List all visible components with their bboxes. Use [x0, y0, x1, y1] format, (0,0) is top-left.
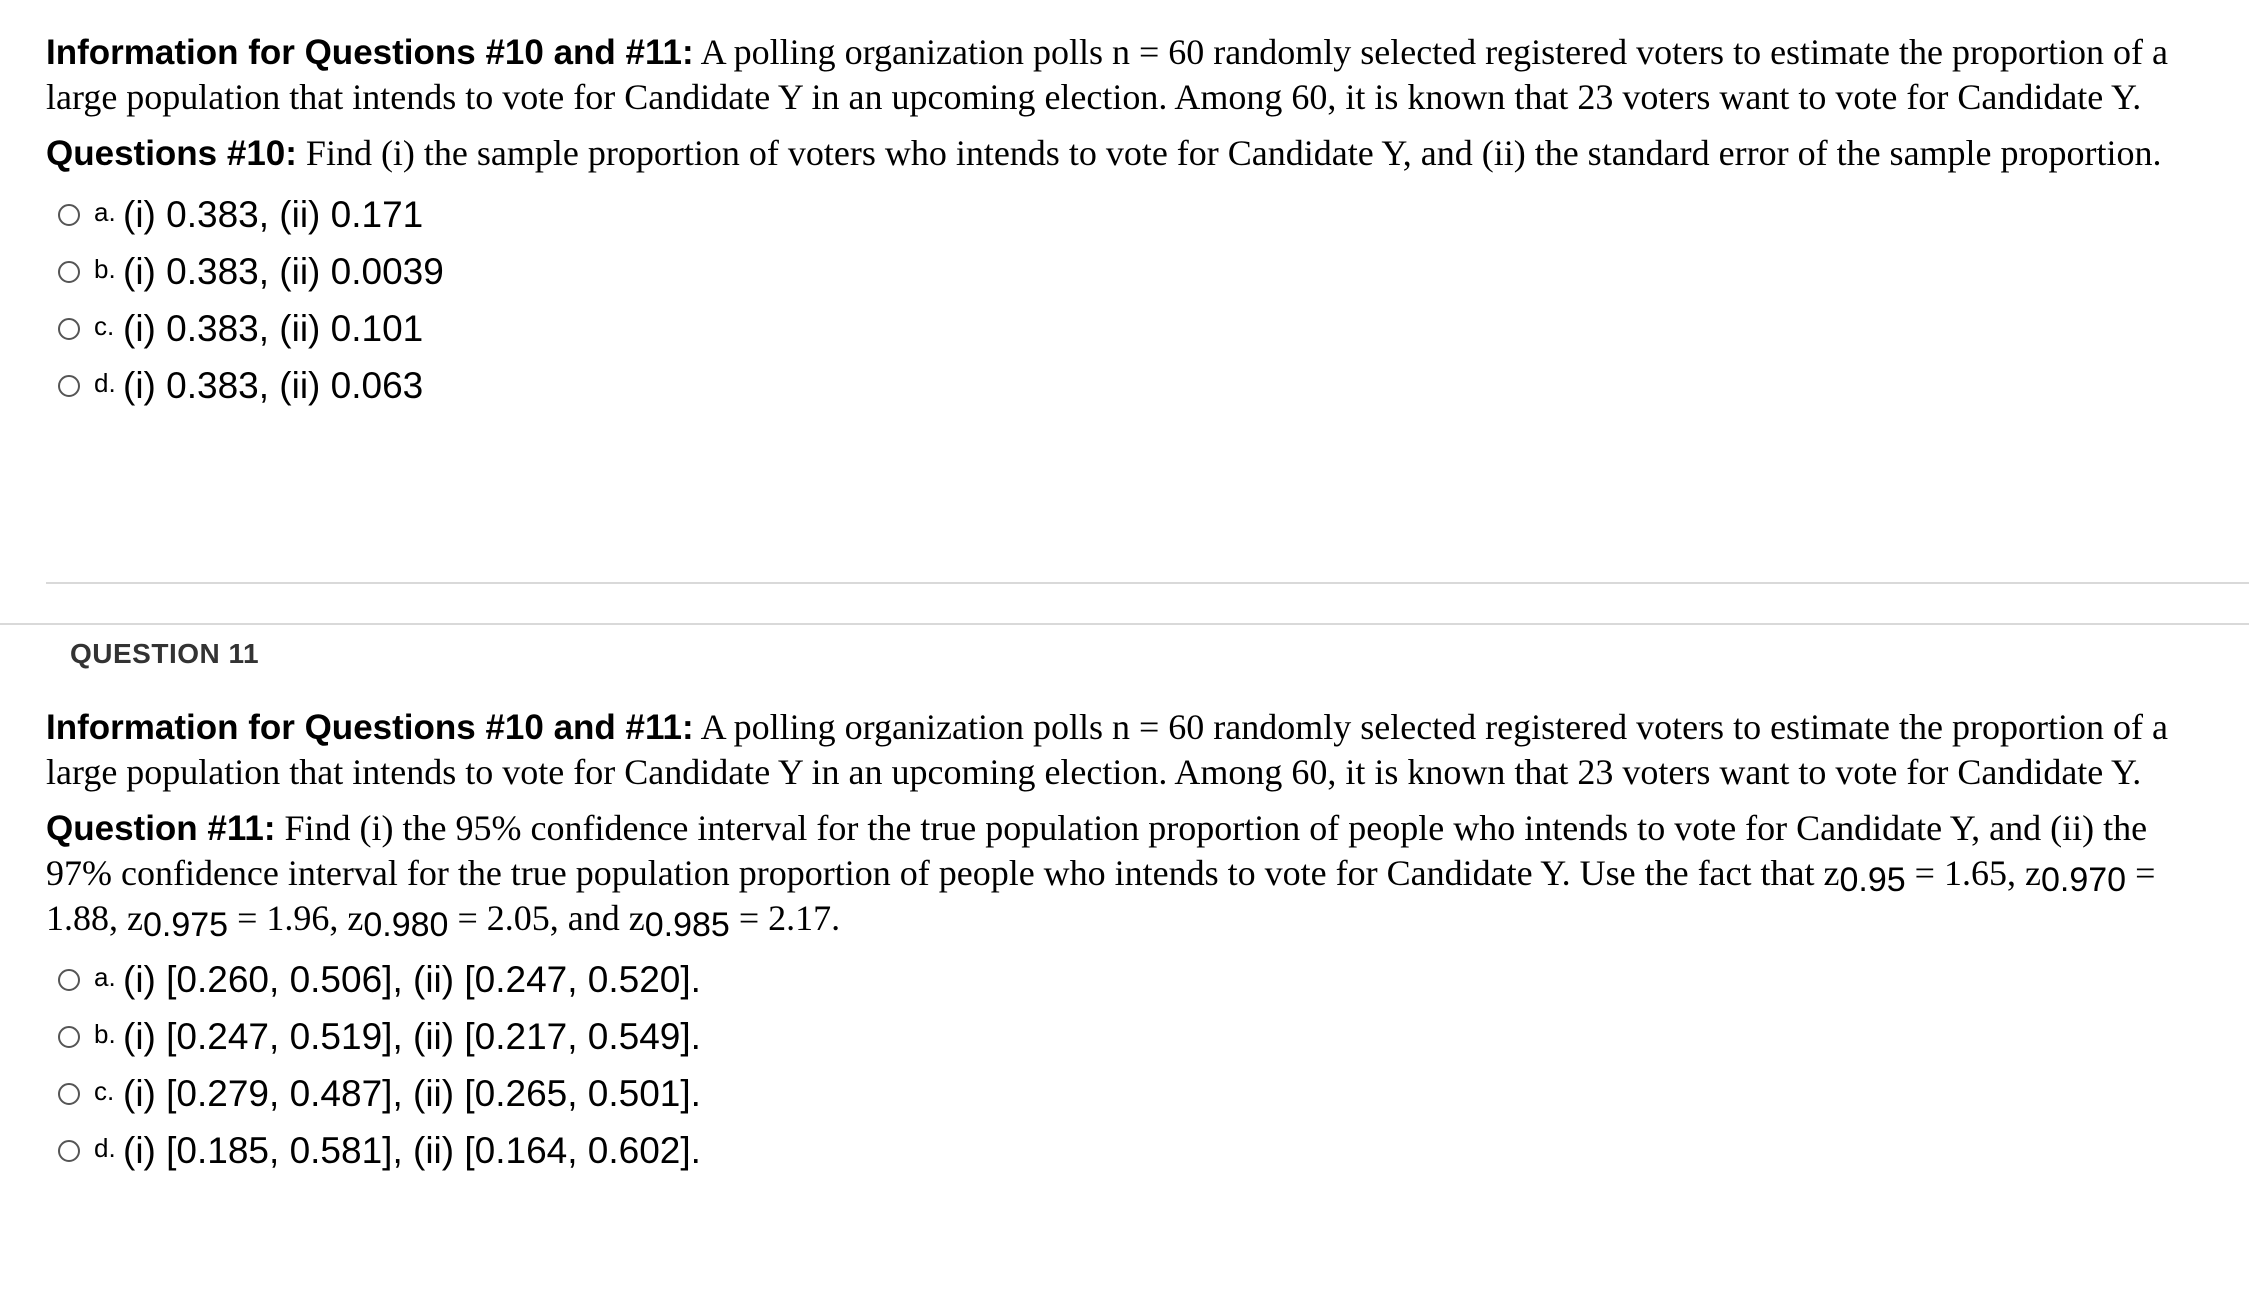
question-11-header: QUESTION 11	[70, 638, 260, 669]
q11-option-d[interactable]	[58, 1122, 2196, 1179]
q10-option-c-radio[interactable]	[58, 318, 80, 340]
q10-option-d-text[interactable]: (i) 0.383, (ii) 0.063	[123, 364, 424, 406]
q11-option-b-text[interactable]: (i) [0.247, 0.519], (ii) [0.217, 0.549].	[123, 1015, 701, 1057]
q11-question-lead: Question #11:	[46, 809, 276, 848]
question-divider-inner	[46, 582, 2249, 584]
q11-option-b[interactable]	[58, 1008, 2196, 1065]
q11-question-paragraph	[46, 806, 2196, 944]
q11-option-c-radio[interactable]	[58, 1083, 80, 1105]
z-value-5: = 2.17.	[729, 898, 841, 938]
q10-option-d[interactable]	[58, 357, 2196, 414]
question-divider	[0, 623, 2249, 625]
z-subscript-3: 0.975	[142, 906, 229, 944]
q10-option-b-text[interactable]: (i) 0.383, (ii) 0.0039	[123, 250, 444, 292]
q11-option-a-letter: a.	[94, 962, 116, 992]
q11-option-b-radio[interactable]	[58, 1026, 80, 1048]
q10-option-a-letter: a.	[94, 197, 116, 227]
q10-option-c-text[interactable]: (i) 0.383, (ii) 0.101	[123, 307, 424, 349]
q11-option-d-radio[interactable]	[58, 1140, 80, 1162]
q11-option-b-letter: b.	[94, 1019, 116, 1049]
q10-info-lead: Information for Questions #10 and #11:	[46, 33, 694, 72]
q11-option-a[interactable]	[58, 951, 2196, 1008]
q10-info-text: A polling organization polls n = 60 randomly selected registered voters to estimate the proportion of a large population that intends to vote for Candidate Y in an upcoming election. Among 60, it is known that 23 voters want to vote for Candidate Y.	[46, 32, 2168, 117]
z-symbol-4: z	[347, 898, 364, 938]
z-symbol-2: z	[2024, 853, 2041, 893]
q10-option-b-radio[interactable]	[58, 261, 80, 283]
question-11-block	[46, 705, 2196, 1179]
q11-option-a-text[interactable]: (i) [0.260, 0.506], (ii) [0.247, 0.520].	[123, 958, 701, 1000]
q11-info-text: A polling organization polls n = 60 randomly selected registered voters to estimate the proportion of a large population that intends to vote for Candidate Y in an upcoming election. Among 60, it is known that 23 voters want to vote for Candidate Y.	[46, 707, 2168, 792]
q11-options	[46, 951, 2196, 1179]
question-10-block	[46, 30, 2196, 414]
z-subscript-4: 0.980	[363, 906, 449, 944]
q11-option-c[interactable]	[58, 1065, 2196, 1122]
q11-info-lead: Information for Questions #10 and #11:	[46, 708, 694, 747]
z-symbol-5: z	[628, 898, 645, 938]
q11-option-a-radio[interactable]	[58, 969, 80, 991]
z-symbol-3: z	[127, 898, 143, 938]
q10-option-d-radio[interactable]	[58, 375, 80, 397]
q10-option-a-text[interactable]: (i) 0.383, (ii) 0.171	[123, 193, 424, 235]
z-symbol-1: z	[1823, 853, 1840, 893]
q10-option-c-letter: c.	[94, 311, 115, 341]
q10-question-paragraph	[46, 131, 2196, 176]
q10-info-paragraph	[46, 30, 2196, 119]
z-subscript-5: 0.985	[644, 906, 730, 944]
q10-option-b-letter: b.	[94, 254, 116, 284]
q10-option-b[interactable]	[58, 243, 2196, 300]
q10-option-d-letter: d.	[94, 368, 116, 398]
q10-option-a-radio[interactable]	[58, 204, 80, 226]
q10-option-a[interactable]	[58, 186, 2196, 243]
q11-option-c-letter: c.	[94, 1076, 115, 1106]
q11-option-c-text[interactable]: (i) [0.279, 0.487], (ii) [0.265, 0.501].	[123, 1072, 701, 1114]
q11-option-d-letter: d.	[94, 1133, 116, 1163]
z-value-1: = 1.65,	[1905, 853, 2025, 893]
q10-question-text: Find (i) the sample proportion of voters who intends to vote for Candidate Y, and (ii) the standard error of the sample proportion.	[296, 133, 2162, 173]
q10-option-c[interactable]	[58, 300, 2196, 357]
z-subscript-2: 0.970	[2040, 861, 2127, 899]
q10-question-lead: Questions #10:	[46, 134, 297, 173]
z-value-3: = 1.96,	[228, 898, 348, 938]
z-value-4: = 2.05, and	[448, 898, 629, 938]
z-subscript-1: 0.95	[1839, 861, 1906, 899]
q10-options	[46, 186, 2196, 414]
z-value-2: = 1.88,	[46, 853, 2156, 938]
q11-info-paragraph	[46, 705, 2196, 794]
q11-option-d-text[interactable]: (i) [0.185, 0.581], (ii) [0.164, 0.602].	[123, 1129, 701, 1171]
q11-question-text: Find (i) the 95% confidence interval for the true population proportion of people who intends to vote for Candidate Y, and (ii) the 97% confidence interval for the true population proportion of people who intends to vote for Candidate Y. Use the fact that	[46, 808, 2148, 893]
